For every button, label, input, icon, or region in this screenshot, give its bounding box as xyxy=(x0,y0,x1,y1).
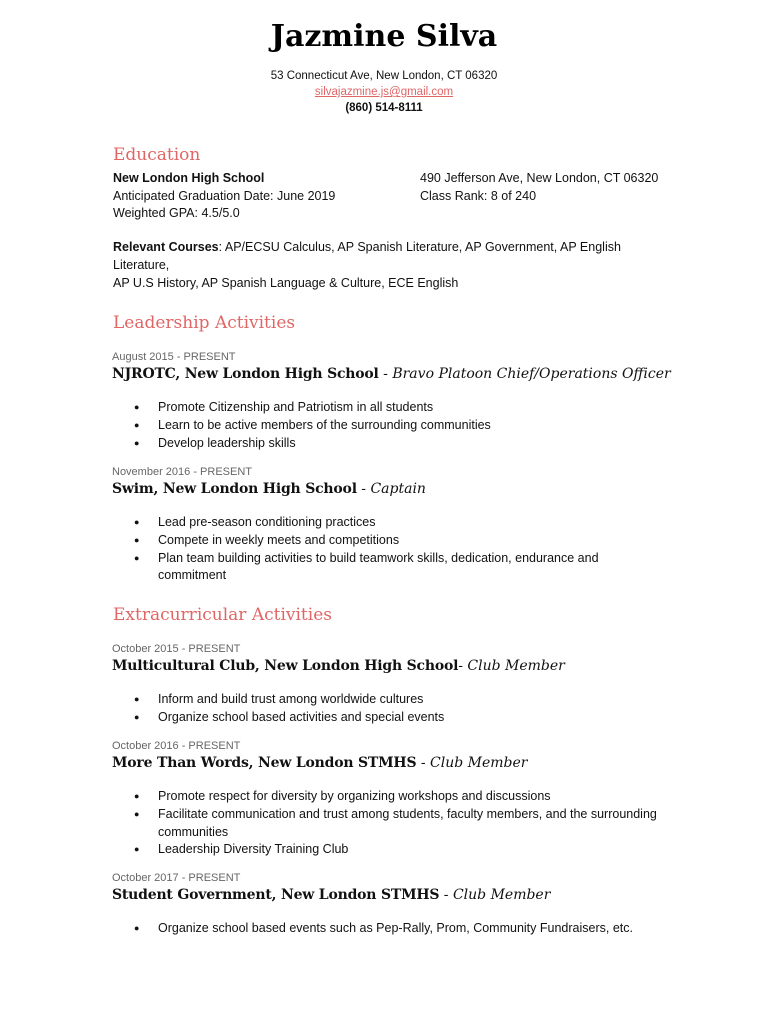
activity-org: NJROTC, New London High School xyxy=(112,366,379,382)
gpa: Weighted GPA: 4.5/5.0 xyxy=(113,206,240,220)
phone-number: (860) 514-8111 xyxy=(345,102,423,114)
extracurricular-heading: Extracurricular Activities xyxy=(113,605,332,625)
graduation-date: Anticipated Graduation Date: June 2019 xyxy=(113,189,336,203)
list-item: ● Plan team building activities to build teamwork skills, dedication, endurance and commitment xyxy=(158,550,618,586)
activity-date: October 2017 - PRESENT xyxy=(112,872,241,884)
list-item: ● Lead pre-season conditioning practices xyxy=(158,514,618,532)
education-heading: Education xyxy=(113,145,201,165)
courses-text-1: : AP/ECSU Calculus, AP Spanish Literature, AP Government, AP English xyxy=(218,240,621,254)
activity-date: August 2015 - PRESENT xyxy=(112,351,236,363)
role-separator: - xyxy=(356,481,371,497)
activity-date: October 2015 - PRESENT xyxy=(112,643,241,655)
activity-role xyxy=(112,481,426,497)
activity-title: Captain xyxy=(370,481,426,497)
role-separator: - xyxy=(378,366,393,382)
activity-org: Swim, New London High School xyxy=(112,481,357,497)
activity-bullets xyxy=(158,788,658,859)
activity-bullets xyxy=(158,514,618,585)
activity-role xyxy=(112,887,550,903)
courses-label: Relevant Courses xyxy=(113,240,219,254)
activity-title: Club Member xyxy=(467,658,565,674)
class-rank: Class Rank: 8 of 240 xyxy=(420,189,537,203)
activity-org: Multicultural Club, New London High School xyxy=(112,658,459,674)
relevant-courses-line2: Literature, xyxy=(113,258,170,272)
activity-role xyxy=(112,658,565,674)
relevant-courses-line3: AP U.S History, AP Spanish Language & Culture, ECE English xyxy=(113,276,459,290)
resume-header xyxy=(0,18,768,116)
role-separator: - xyxy=(458,658,468,674)
activity-title: Bravo Platoon Chief/Operations Officer xyxy=(392,366,671,382)
list-item: ● Organize school based events such as Pep-Rally, Prom, Community Fundraisers, etc. xyxy=(158,920,658,938)
activity-bullets xyxy=(158,920,658,938)
leadership-heading: Leadership Activities xyxy=(113,313,296,333)
activity-org: More Than Words, New London STMHS xyxy=(112,755,417,771)
activity-title: Club Member xyxy=(430,755,528,771)
school-name: New London High School xyxy=(113,171,265,185)
address: 53 Connecticut Ave, New London, CT 06320 xyxy=(270,70,498,82)
activity-bullets xyxy=(158,691,658,727)
list-item: ● Compete in weekly meets and competitions xyxy=(158,532,618,550)
role-separator: - xyxy=(416,755,431,771)
list-item: ● Leadership Diversity Training Club xyxy=(158,841,658,859)
activity-role xyxy=(112,366,671,382)
school-address: 490 Jefferson Ave, New London, CT 06320 xyxy=(420,171,659,185)
relevant-courses-line1 xyxy=(113,239,621,257)
contact-block xyxy=(0,68,768,116)
list-item: ● Inform and build trust among worldwide cultures xyxy=(158,691,658,709)
activity-title: Club Member xyxy=(452,887,551,903)
email-link[interactable]: silvajazmine.js@gmail.com xyxy=(314,86,454,98)
activity-date: November 2016 - PRESENT xyxy=(112,466,252,478)
activity-org: Student Government, New London STMHS xyxy=(112,887,440,903)
list-item: ● Promote respect for diversity by organizing workshops and discussions xyxy=(158,788,658,806)
activity-date: October 2016 - PRESENT xyxy=(112,740,241,752)
list-item: ● Develop leadership skills xyxy=(158,435,658,453)
list-item: ● Learn to be active members of the surrounding communities xyxy=(158,417,658,435)
list-item: ● Facilitate communication and trust among students, faculty members, and the surrounding communities xyxy=(158,806,658,842)
candidate-name: Jazmine Silva xyxy=(270,19,498,54)
activity-bullets xyxy=(158,399,658,452)
role-separator: - xyxy=(439,887,453,903)
list-item: ● Organize school based activities and special events xyxy=(158,709,658,727)
activity-role xyxy=(112,755,527,771)
list-item: ● Promote Citizenship and Patriotism in all students xyxy=(158,399,658,417)
